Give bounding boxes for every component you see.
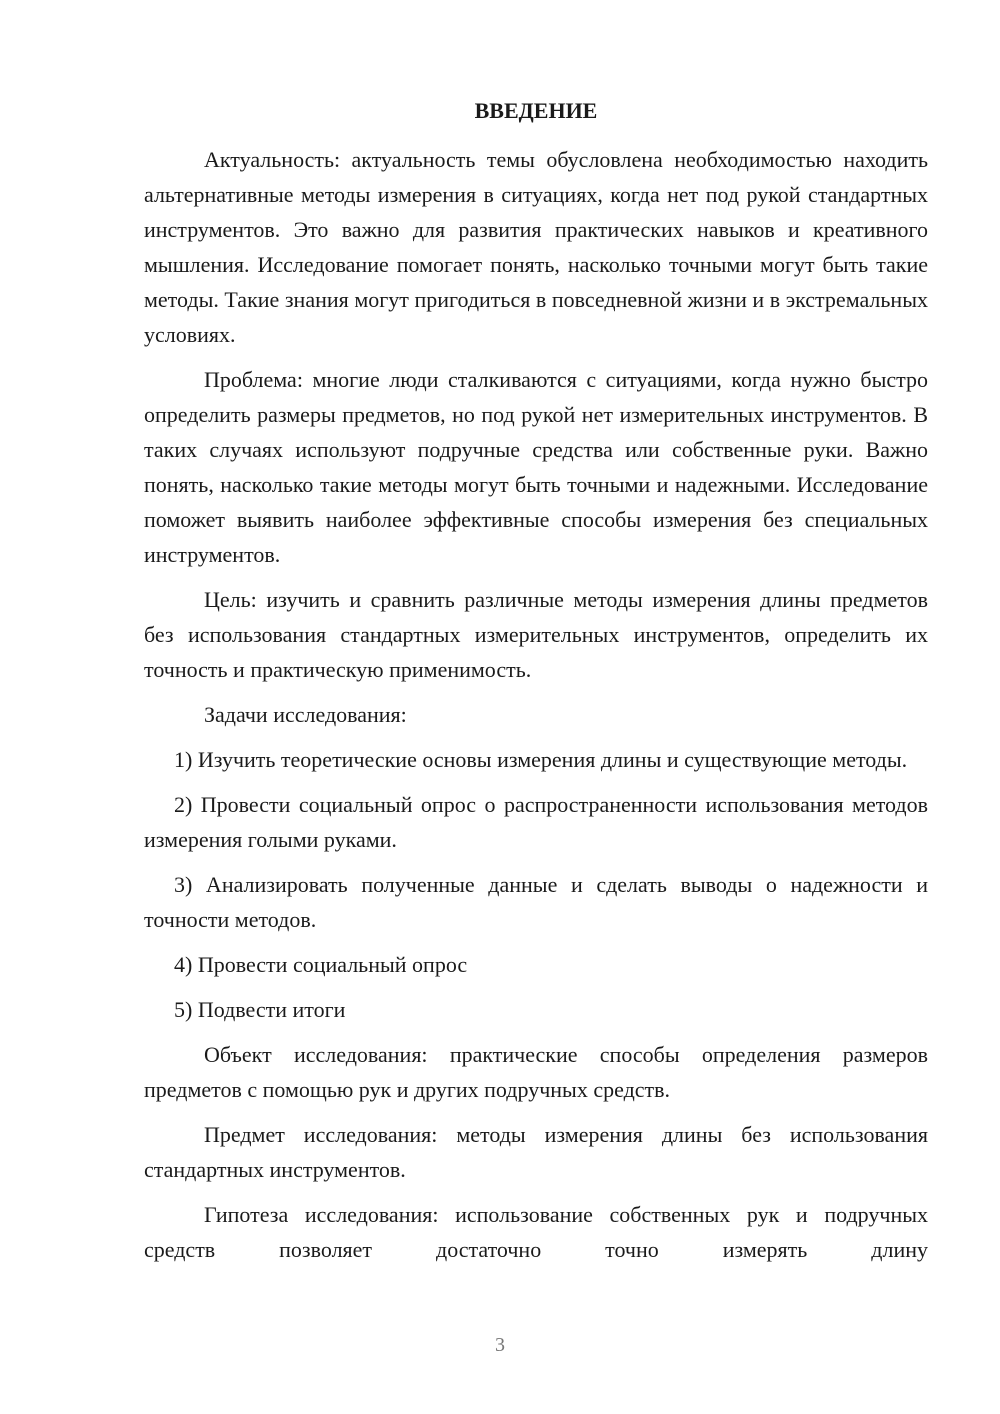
goal-paragraph: Цель: изучить и сравнить различные методы измерения длины предметов без использования стандартных измерительных инструментов, определить их точность и практическую применимость. (144, 587, 928, 682)
problem-paragraph: Проблема: многие люди сталкиваются с ситуациями, когда нужно быстро определить размеры предметов, но под рукой нет измерительных инструментов. В таких случаях используют подручные средства или собственные руки. Важно понять, насколько такие методы могут быть точными и надежными. Исследование поможет выявить наиболее эффективные способы измерения без специальных инструментов. (144, 367, 928, 567)
subject-paragraph: Предмет исследования: методы измерения длины без использования стандартных инструментов. (144, 1122, 928, 1182)
document-page (144, 96, 928, 1277)
hypothesis-paragraph: Гипотеза исследования: использование собственных рук и подручных средств позволяет достаточно точно измерять длину (144, 1202, 928, 1262)
relevance-paragraph: Актуальность: актуальность темы обусловлена необходимостью находить альтернативные методы измерения в ситуациях, когда нет под рукой стандартных инструментов. Это важно для развития практических навыков и креативного мышления. Исследование помогает понять, насколько точными могут быть такие методы. Такие знания могут пригодиться в повседневной жизни и в экстремальных условиях. (144, 147, 928, 347)
task-item-5: 5) Подвести итоги (174, 997, 346, 1022)
task-item-4: 4) Провести социальный опрос (174, 952, 468, 977)
task-item-2: 2) Провести социальный опрос о распространенности использования методов измерения голыми руками. (144, 792, 928, 852)
task-item-1: 1) Изучить теоретические основы измерения длины и существующие методы. (174, 747, 908, 772)
object-paragraph: Объект исследования: практические способы определения размеров предметов с помощью рук и других подручных средств. (144, 1042, 928, 1102)
task-item-3: 3) Анализировать полученные данные и сделать выводы о надежности и точности методов. (144, 872, 928, 932)
tasks-heading: Задачи исследования: (204, 702, 407, 727)
page-title: ВВЕДЕНИЕ (474, 98, 598, 123)
page-number: 3 (495, 1334, 505, 1356)
